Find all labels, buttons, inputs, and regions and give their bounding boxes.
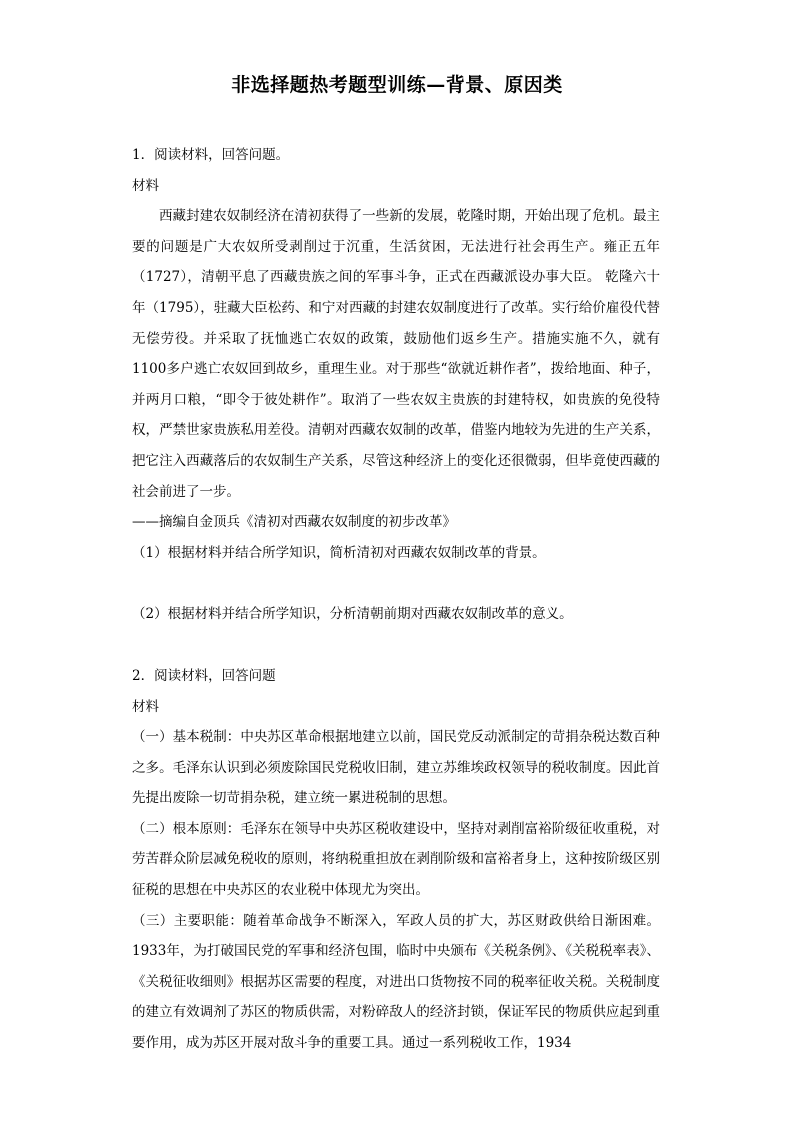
answer-space bbox=[132, 630, 660, 661]
question-2-part-1: （一）基本税制：中央苏区革命根据地建立以前，国民党反动派制定的苛捐杂税达数百种之多。毛泽东认识到必须废除国民党税收旧制，建立苏维埃政权领导的税收制度。因此首先提出废除一切苛捐杂税，建立统一累进税制的思想。 bbox=[132, 729, 660, 807]
question-1-heading: 1．阅读材料，回答问题。 bbox=[132, 147, 290, 163]
document-body bbox=[132, 140, 660, 1059]
question-2-part-2: （二）根本原则：毛泽东在领导中央苏区税收建设中，坚持对剥削富裕阶级征收重税，对劳苦群众阶层减免税收的原则，将纳税重担放在剥削阶级和富裕者身上，这种按阶级区别征税的思想在中央苏区的农业税中体现尤为突出。 bbox=[132, 820, 660, 899]
question-1-sub-question-2: （2）根据材料并结合所学知识，分析清朝前期对西藏农奴制改革的意义。 bbox=[132, 606, 573, 623]
question-2-material-label: 材料 bbox=[132, 698, 159, 715]
question-2-part-3: （三）主要职能：随着革命战争不断深入，军政人员的扩大，苏区财政供给日渐困难。1933年，为打破国民党的军事和经济包围，临时中央颁布《关税条例》、《关税税率表》、《关税征收细则》根据苏区需要的程度，对进出口货物按不同的税率征收关税。关税制度的建立有效调剂了苏区的物质供需，对粉碎敌人的经济封锁，保证军民的物质供应起到重要作用，成为苏区开展对敌斗争的重要工具。通过一系列税收工作，1934 bbox=[132, 912, 660, 1052]
question-1-material-label: 材料 bbox=[132, 177, 159, 194]
page-title: 非选择题热考题型训练—背景、原因类 bbox=[231, 74, 563, 96]
answer-space bbox=[132, 568, 660, 599]
question-1 bbox=[132, 140, 660, 661]
question-1-source: ——摘编自金顶兵《清初对西藏农奴制度的初步改革》 bbox=[132, 514, 456, 531]
question-1-sub-question-1: （1）根据材料并结合所学知识，简析清初对西藏农奴制改革的背景。 bbox=[132, 544, 546, 561]
question-2 bbox=[132, 661, 660, 1059]
question-2-heading: 2．阅读材料，回答问题 bbox=[132, 667, 276, 684]
question-1-material-text: 西藏封建农奴制经济在清初获得了一些新的发展，乾隆时期，开始出现了危机。最主要的问题是广大农奴所受剥削过于沉重，生活贫困，无法进行社会再生产。雍正五年（1727），清朝平息了西藏贵族之间的军事斗争，正式在西藏派设办事大臣。 乾隆六十年（1795），驻藏大臣松药、和宁对西藏的封建农奴制度进行了改革。实行给价雇役代替无偿劳役。并采取了抚恤逃亡农奴的政策，鼓励他们返乡生产。措施实施不久，就有1100多户逃亡农奴回到故乡，重理生业。对于那些“欲就近耕作者”，拨给地面、种子，并两月口粮，“即令于彼处耕作”。取消了一些农奴主贵族的封建特权，如贵族的免役特权，严禁世家贵族私用差役。清朝对西藏农奴制的改革，借鉴内地较为先进的生产关系，把它注入西藏落后的农奴制生产关系，尽管这种经济上的变化还很微弱，但毕竟使西藏的社会前进了一步。 bbox=[132, 208, 660, 500]
